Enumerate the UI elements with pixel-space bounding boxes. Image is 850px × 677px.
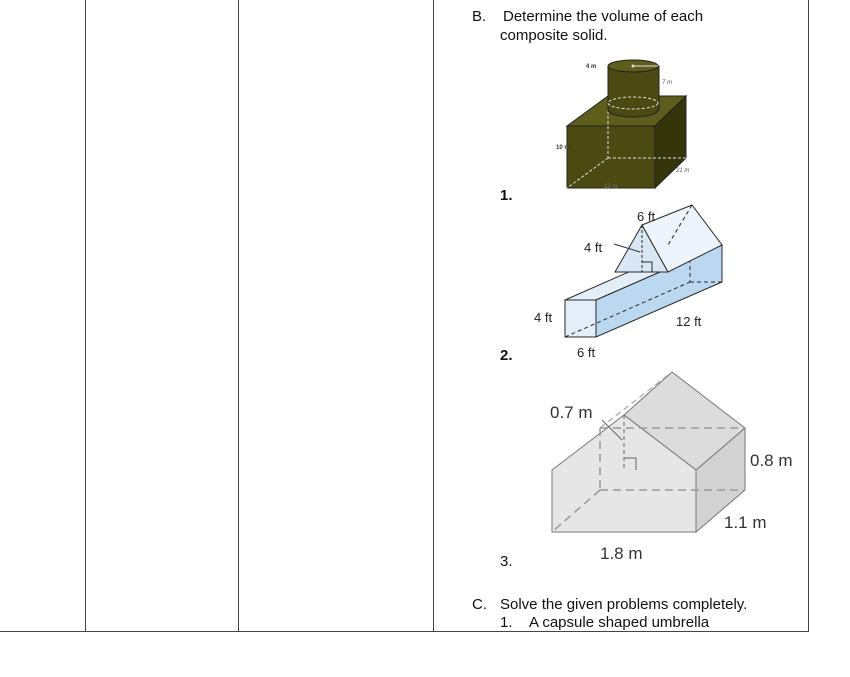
section-c-letter: C. xyxy=(472,596,487,613)
figure-2-number: 2. xyxy=(500,347,513,364)
fig2-label-box-length: 12 ft xyxy=(676,314,702,329)
fig2-label-box-width: 6 ft xyxy=(577,345,596,360)
fig1-label-height: 10 m xyxy=(556,145,570,151)
fig3-label-roof-height: 0.7 m xyxy=(550,403,593,422)
section-b-line-1: Determine the volume of each xyxy=(503,8,704,25)
fig1-label-width: 12 m xyxy=(604,184,618,190)
fig2-label-tri-height: 4 ft xyxy=(584,240,603,255)
section-c-line-1: Solve the given problems completely. xyxy=(500,596,748,613)
fig1-label-depth: 21 m xyxy=(676,168,690,174)
section-c-item-text: A capsule shaped umbrella xyxy=(529,614,710,631)
section-b-letter: B. xyxy=(472,8,487,25)
section-c-item-number: 1. xyxy=(500,614,513,631)
figure-1-number: 1. xyxy=(500,187,513,204)
fig2-label-tri-base: 6 ft xyxy=(637,209,656,224)
fig1-label-cyl-height: 7 m xyxy=(662,80,673,86)
section-b-line-2: composite solid. xyxy=(500,27,608,44)
fig3-label-length: 1.8 m xyxy=(600,544,643,563)
fig3-label-depth: 1.1 m xyxy=(724,513,767,532)
fig3-label-height: 0.8 m xyxy=(750,451,793,470)
figure-3-number: 3. xyxy=(500,553,513,570)
fig2-label-box-height: 4 ft xyxy=(534,310,553,325)
fig1-label-radius: 4 m xyxy=(586,64,597,70)
